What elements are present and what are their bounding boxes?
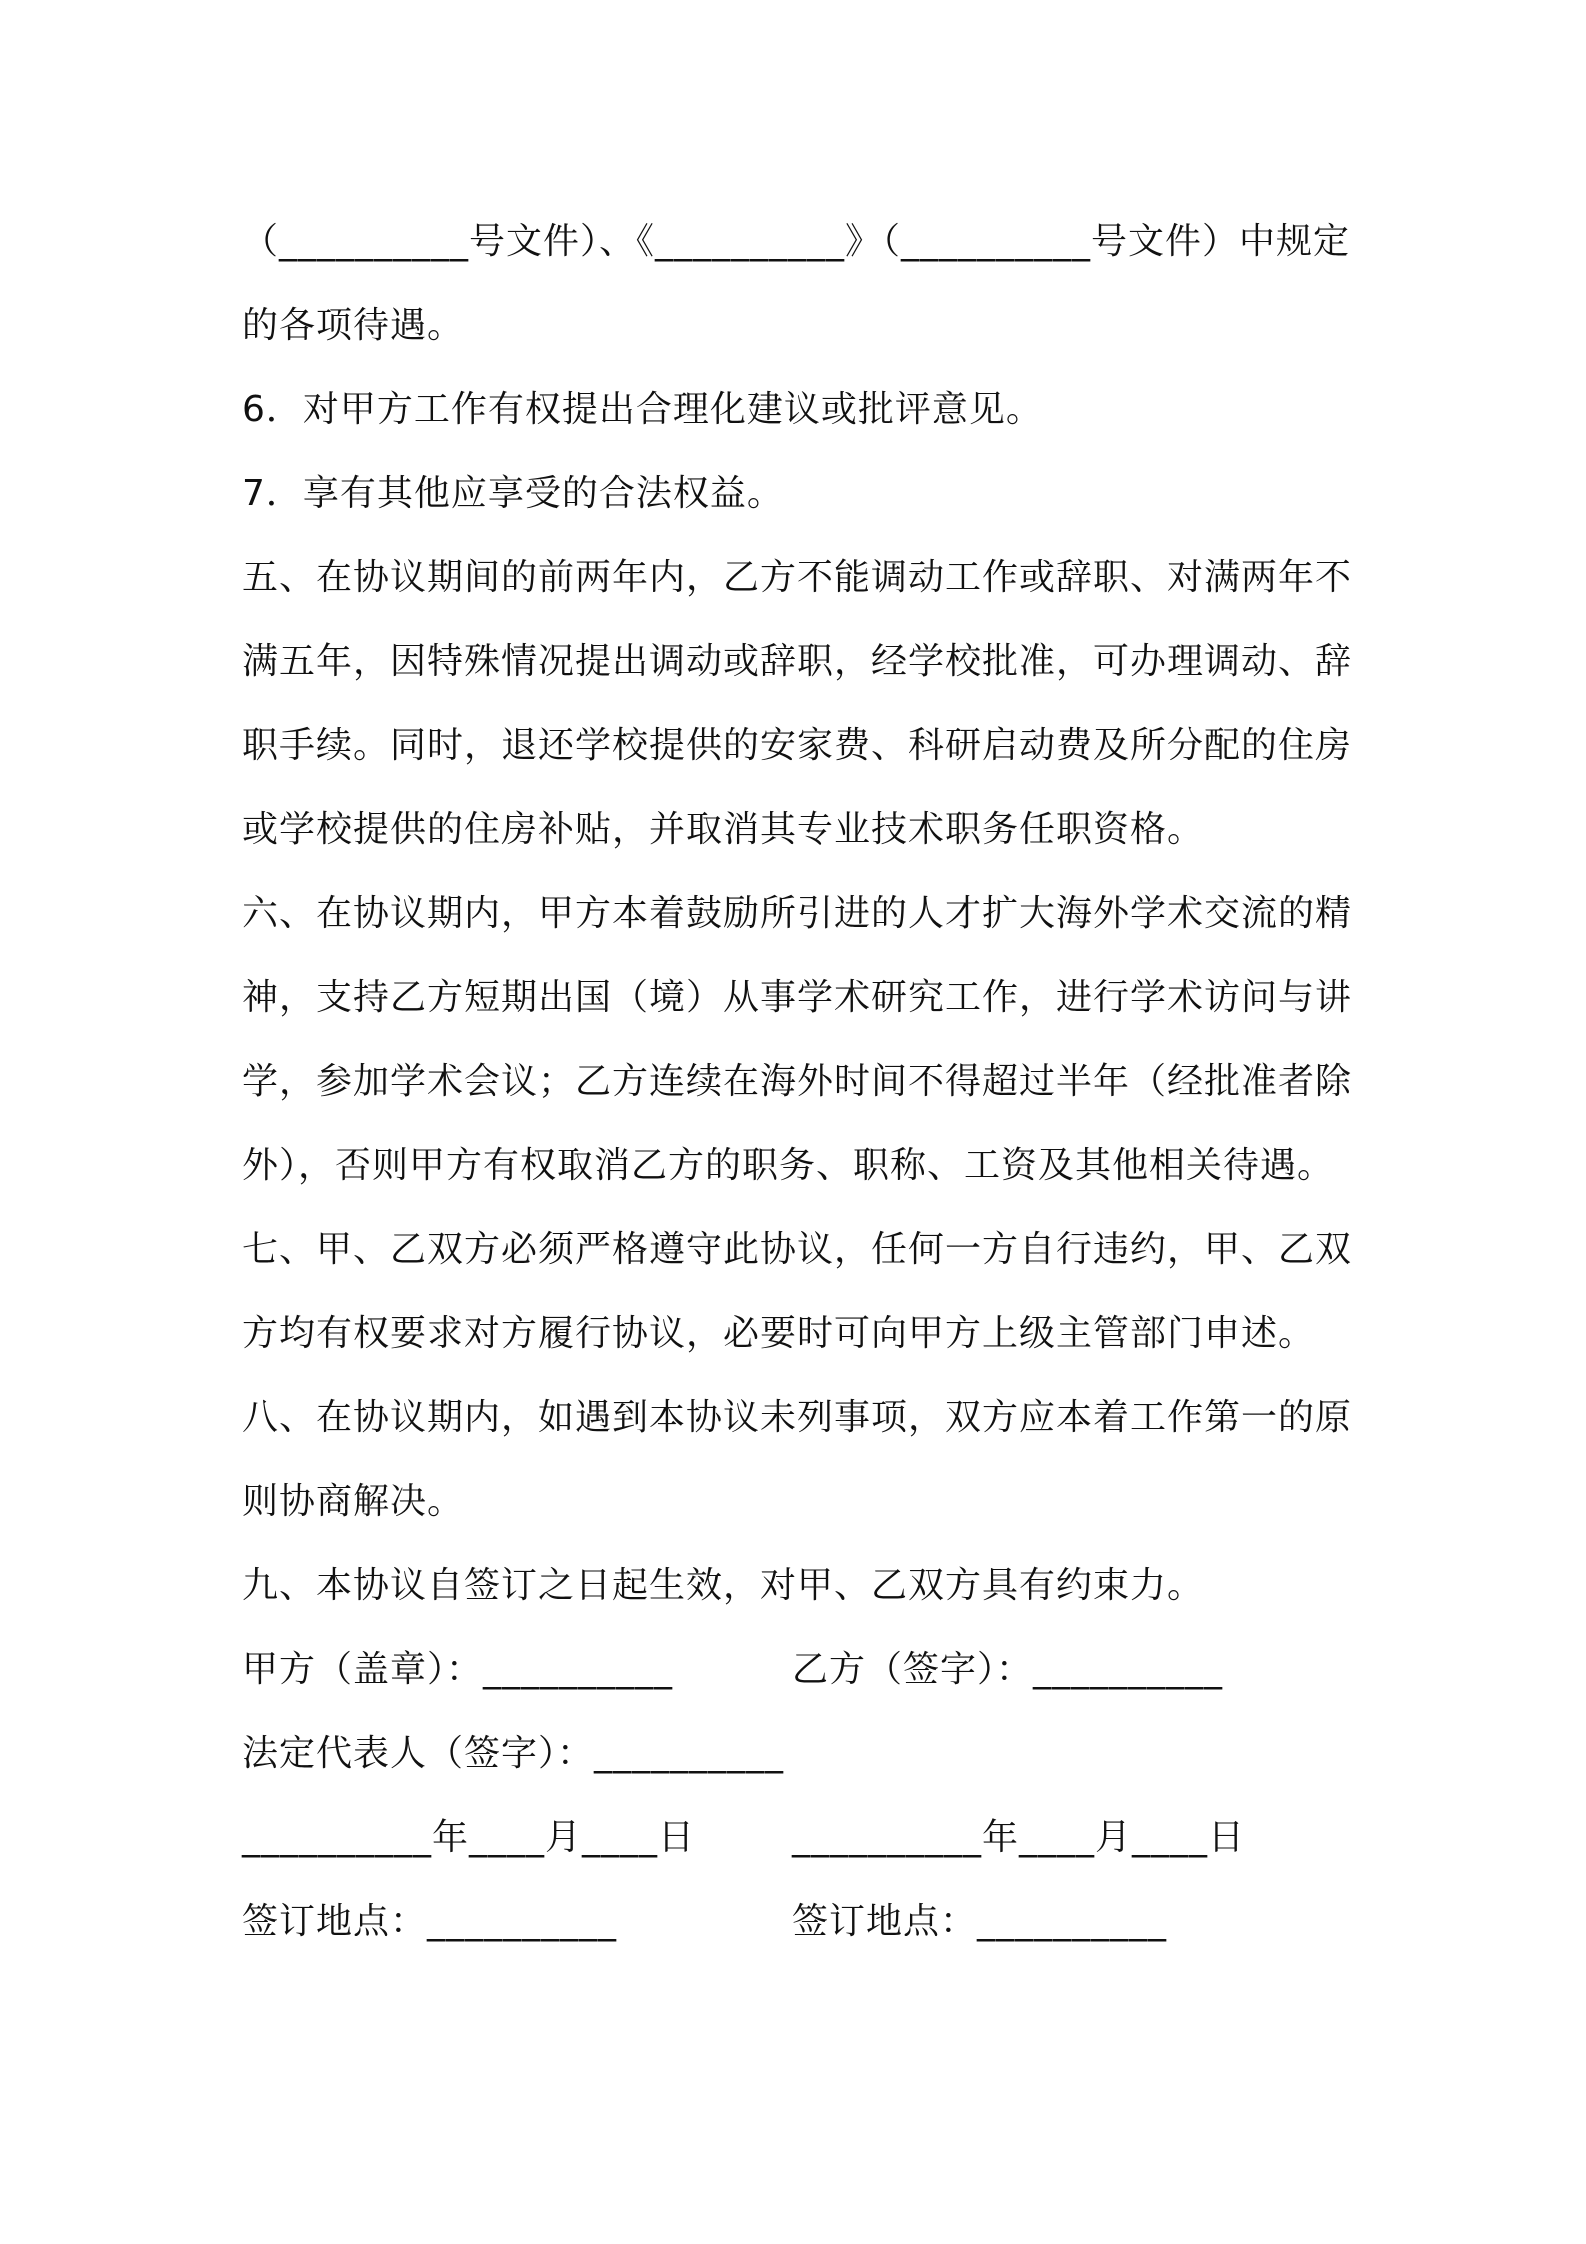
clause-6-line-1: 六、在协议期内，甲方本着鼓励所引进的人才扩大海外学术交流的精 bbox=[242, 893, 1353, 934]
clause-5-line-1: 五、在协议期间的前两年内，乙方不能调动工作或辞职、对满两年不 bbox=[242, 557, 1353, 598]
clause-4-6: 6．对甲方工作有权提出合理化建议或批评意见。 bbox=[242, 389, 1043, 430]
clause-7-line-2: 方均有权要求对方履行协议，必要时可向甲方上级主管部门申述。 bbox=[242, 1313, 1316, 1354]
clause-5-line-3: 职手续。同时，退还学校提供的安家费、科研启动费及所分配的住房 bbox=[242, 725, 1353, 766]
clause-4-7: 7．享有其他应享受的合法权益。 bbox=[242, 473, 784, 514]
party-a-seal-field: 甲方（盖章）：__________ bbox=[242, 1649, 674, 1690]
clause-5-line-4: 或学校提供的住房补贴，并取消其专业技术职务任职资格。 bbox=[242, 809, 1205, 850]
signature-row-dates bbox=[242, 1796, 1362, 1880]
clause-5-line-2: 满五年，因特殊情况提出调动或辞职，经学校批准，可办理调动、辞 bbox=[242, 641, 1353, 682]
clause-8-line-1: 八、在协议期内，如遇到本协议未列事项，双方应本着工作第一的原 bbox=[242, 1397, 1353, 1438]
document-page bbox=[242, 200, 1362, 1964]
signature-row-parties bbox=[242, 1628, 1362, 1712]
signature-row-places bbox=[242, 1880, 1362, 1964]
clause-9: 九、本协议自签订之日起生效，对甲、乙双方具有约束力。 bbox=[242, 1565, 1205, 1606]
clause-8-line-2: 则协商解决。 bbox=[242, 1481, 465, 1522]
party-a-date-field: __________年____月____日 bbox=[242, 1817, 695, 1858]
clause-6-line-2: 神，支持乙方短期出国（境）从事学术研究工作，进行学术访问与讲 bbox=[242, 977, 1353, 1018]
party-a-place-field: 签订地点：__________ bbox=[242, 1901, 618, 1942]
clause-6-line-3: 学，参加学术会议；乙方连续在海外时间不得超过半年（经批准者除 bbox=[242, 1061, 1353, 1102]
party-b-place-field: 签订地点：__________ bbox=[792, 1901, 1168, 1942]
signature-row-legal-rep bbox=[242, 1712, 1362, 1796]
clause-6-line-4: 外），否则甲方有权取消乙方的职务、职称、工资及其他相关待遇。 bbox=[242, 1145, 1335, 1186]
clause-4-5-continuation-line-1: （__________号文件）、《__________》（__________号文件）中规定 bbox=[242, 221, 1351, 262]
party-b-signature-field: 乙方（签字）：__________ bbox=[792, 1649, 1224, 1690]
clause-4-5-continuation-line-2: 的各项待遇。 bbox=[242, 305, 465, 346]
legal-representative-field: 法定代表人（签字）：__________ bbox=[242, 1733, 785, 1774]
party-b-date-field: __________年____月____日 bbox=[792, 1817, 1245, 1858]
clause-7-line-1: 七、甲、乙双方必须严格遵守此协议，任何一方自行违约，甲、乙双 bbox=[242, 1229, 1353, 1270]
